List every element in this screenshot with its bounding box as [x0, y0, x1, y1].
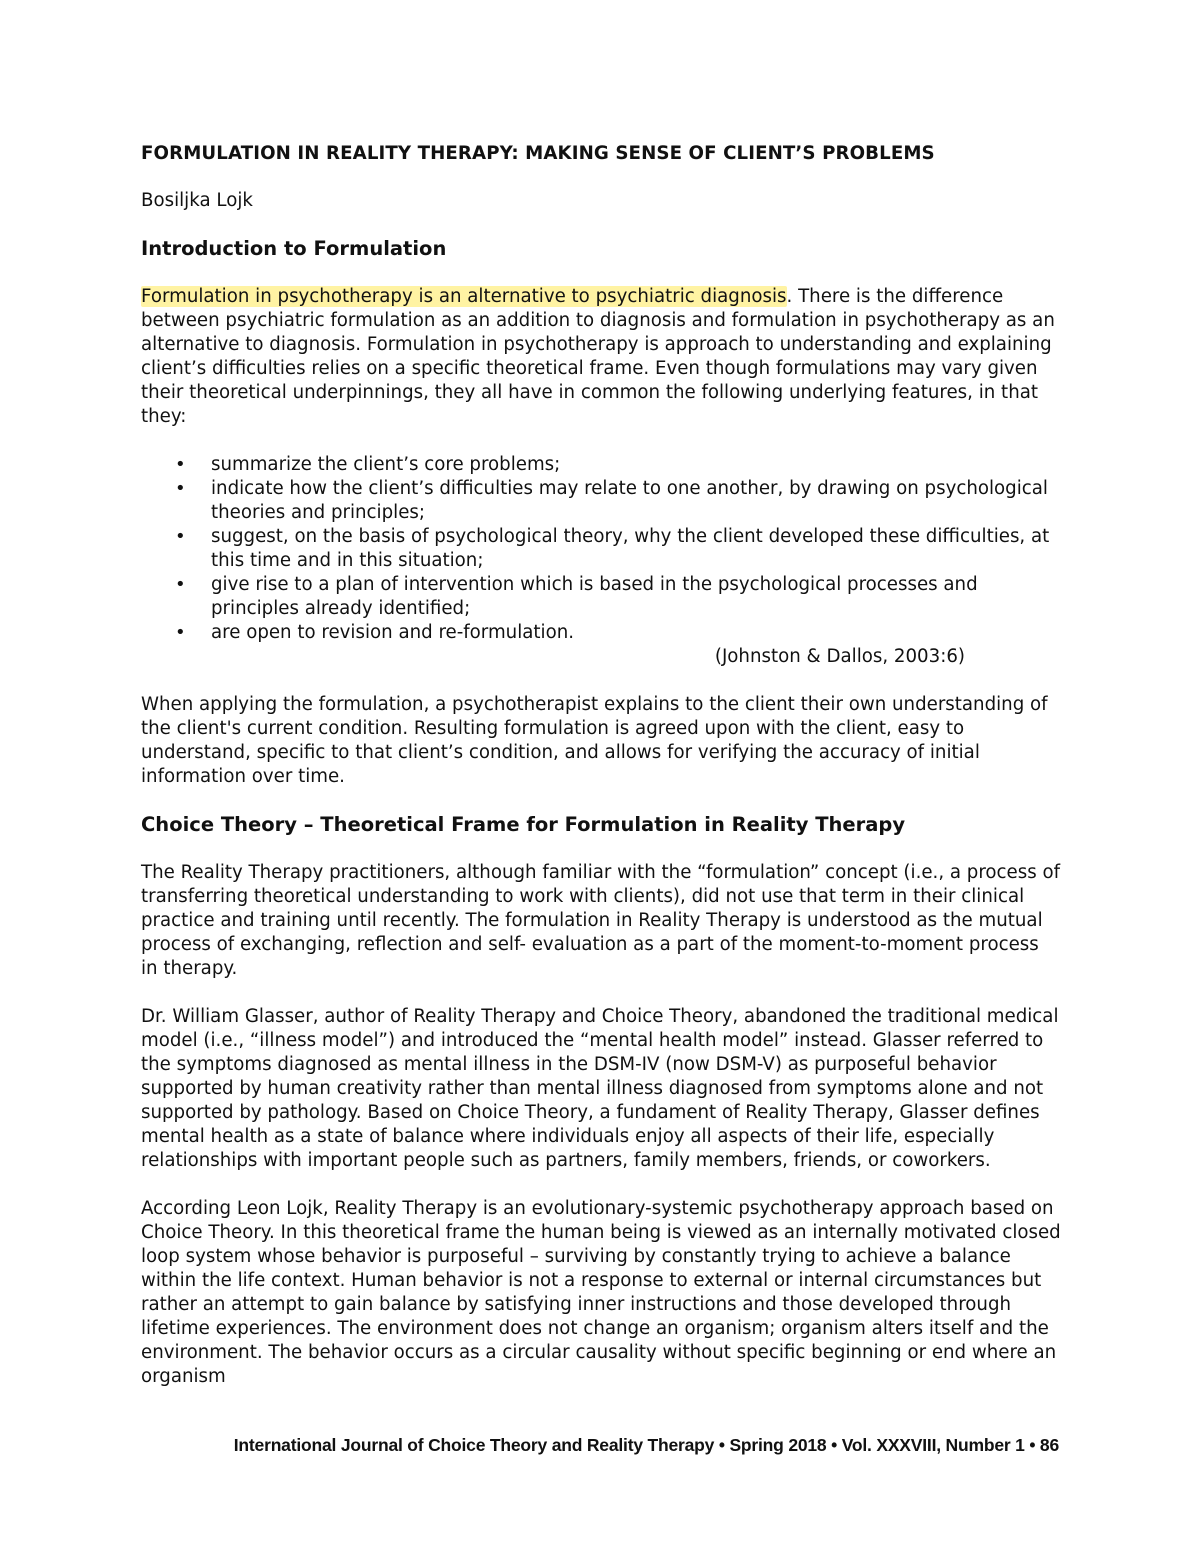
applying-formulation-paragraph: When applying the formulation, a psychotherapist explains to the client their own understanding of the client's current condition. Resulting formulation is agreed upon with the client, easy to understand, specific to that client’s condition, and allows for verifying the accuracy of initial information over time. [141, 694, 1048, 787]
journal-footer: International Journal of Choice Theory and Reality Therapy • Spring 2018 • Vol. XXXVIII, Number 1 • 86 [233, 1435, 1059, 1455]
list-item: • suggest, on the basis of psychological theory, why the client developed these difficulties, at this time and in this situation; [211, 525, 1061, 573]
author-name: Bosiljka Lojk [141, 190, 253, 211]
features-list [141, 453, 1061, 645]
leon-lojk-paragraph: According Leon Lojk, Reality Therapy is an evolutionary-systemic psychotherapy approach based on Choice Theory. In this theoretical frame the human being is viewed as an internally motivated closed loop system whose behavior is purposeful – surviving by constantly trying to achieve a balance within the life context. Human behavior is not a response to external or internal circumstances but rather an attempt to gain balance by satisfying inner instructions and those developed through lifetime experiences. The environment does not change an organism; organism alters itself and the environment. The behavior occurs as a circular causality without specific beginning or end where an organism [141, 1198, 1061, 1387]
practitioners-paragraph: The Reality Therapy practitioners, although familiar with the “formulation” concept (i.e., a process of transferring theoretical understanding to work with clients), did not use that term in their clinical practice and training until recently. The formulation in Reality Therapy is understood as the mutual process of exchanging, reflection and self- evaluation as a part of the moment-to-moment process in therapy. [141, 862, 1061, 979]
intro-paragraph [141, 285, 1061, 429]
list-item: • are open to revision and re-formulation. [211, 621, 1061, 645]
section-heading-choice-theory: Choice Theory – Theoretical Frame for Formulation in Reality Therapy [141, 813, 906, 836]
list-item: • indicate how the client’s difficulties may relate to one another, by drawing on psychological theories and principles; [211, 477, 1061, 525]
glasser-paragraph: Dr. William Glasser, author of Reality Therapy and Choice Theory, abandoned the traditional medical model (i.e., “illness model”) and introduced the “mental health model” instead. Glasser referred to the symptoms diagnosed as mental illness in the DSM-IV (now DSM-V) as purposeful behavior supported by human creativity rather than mental illness diagnosed from symptoms alone and not supported by pathology. Based on Choice Theory, a fundament of Reality Therapy, Glasser defines mental health as a state of balance where individuals enjoy all aspects of their life, especially relationships with important people such as partners, family members, friends, or coworkers. [141, 1006, 1059, 1171]
list-item: • give rise to a plan of intervention which is based in the psychological processes and principles already identified; [211, 573, 1061, 621]
section-heading-introduction: Introduction to Formulation [141, 237, 447, 260]
list-item: • summarize the client’s core problems; [211, 453, 1061, 477]
article-title: FORMULATION IN REALITY THERAPY: MAKING SENSE OF CLIENT’S PROBLEMS [141, 143, 935, 164]
page-content [141, 142, 1061, 1413]
citation: (Johnston & Dallos, 2003:6) [714, 646, 965, 667]
highlighted-text[interactable]: Formulation in psychotherapy is an alternative to psychiatric diagnosis [141, 286, 787, 307]
intro-paragraph-text: . There is the difference between psychiatric formulation as an addition to diagnosis and formulation in psychotherapy as an alternative to diagnosis. Formulation in psychotherapy is approach to understanding and explaining client’s difficulties relies on a specific theoretical frame. Even though formulations may vary given their theoretical underpinnings, they all have in common the following underlying features, in that they: [141, 286, 1055, 427]
